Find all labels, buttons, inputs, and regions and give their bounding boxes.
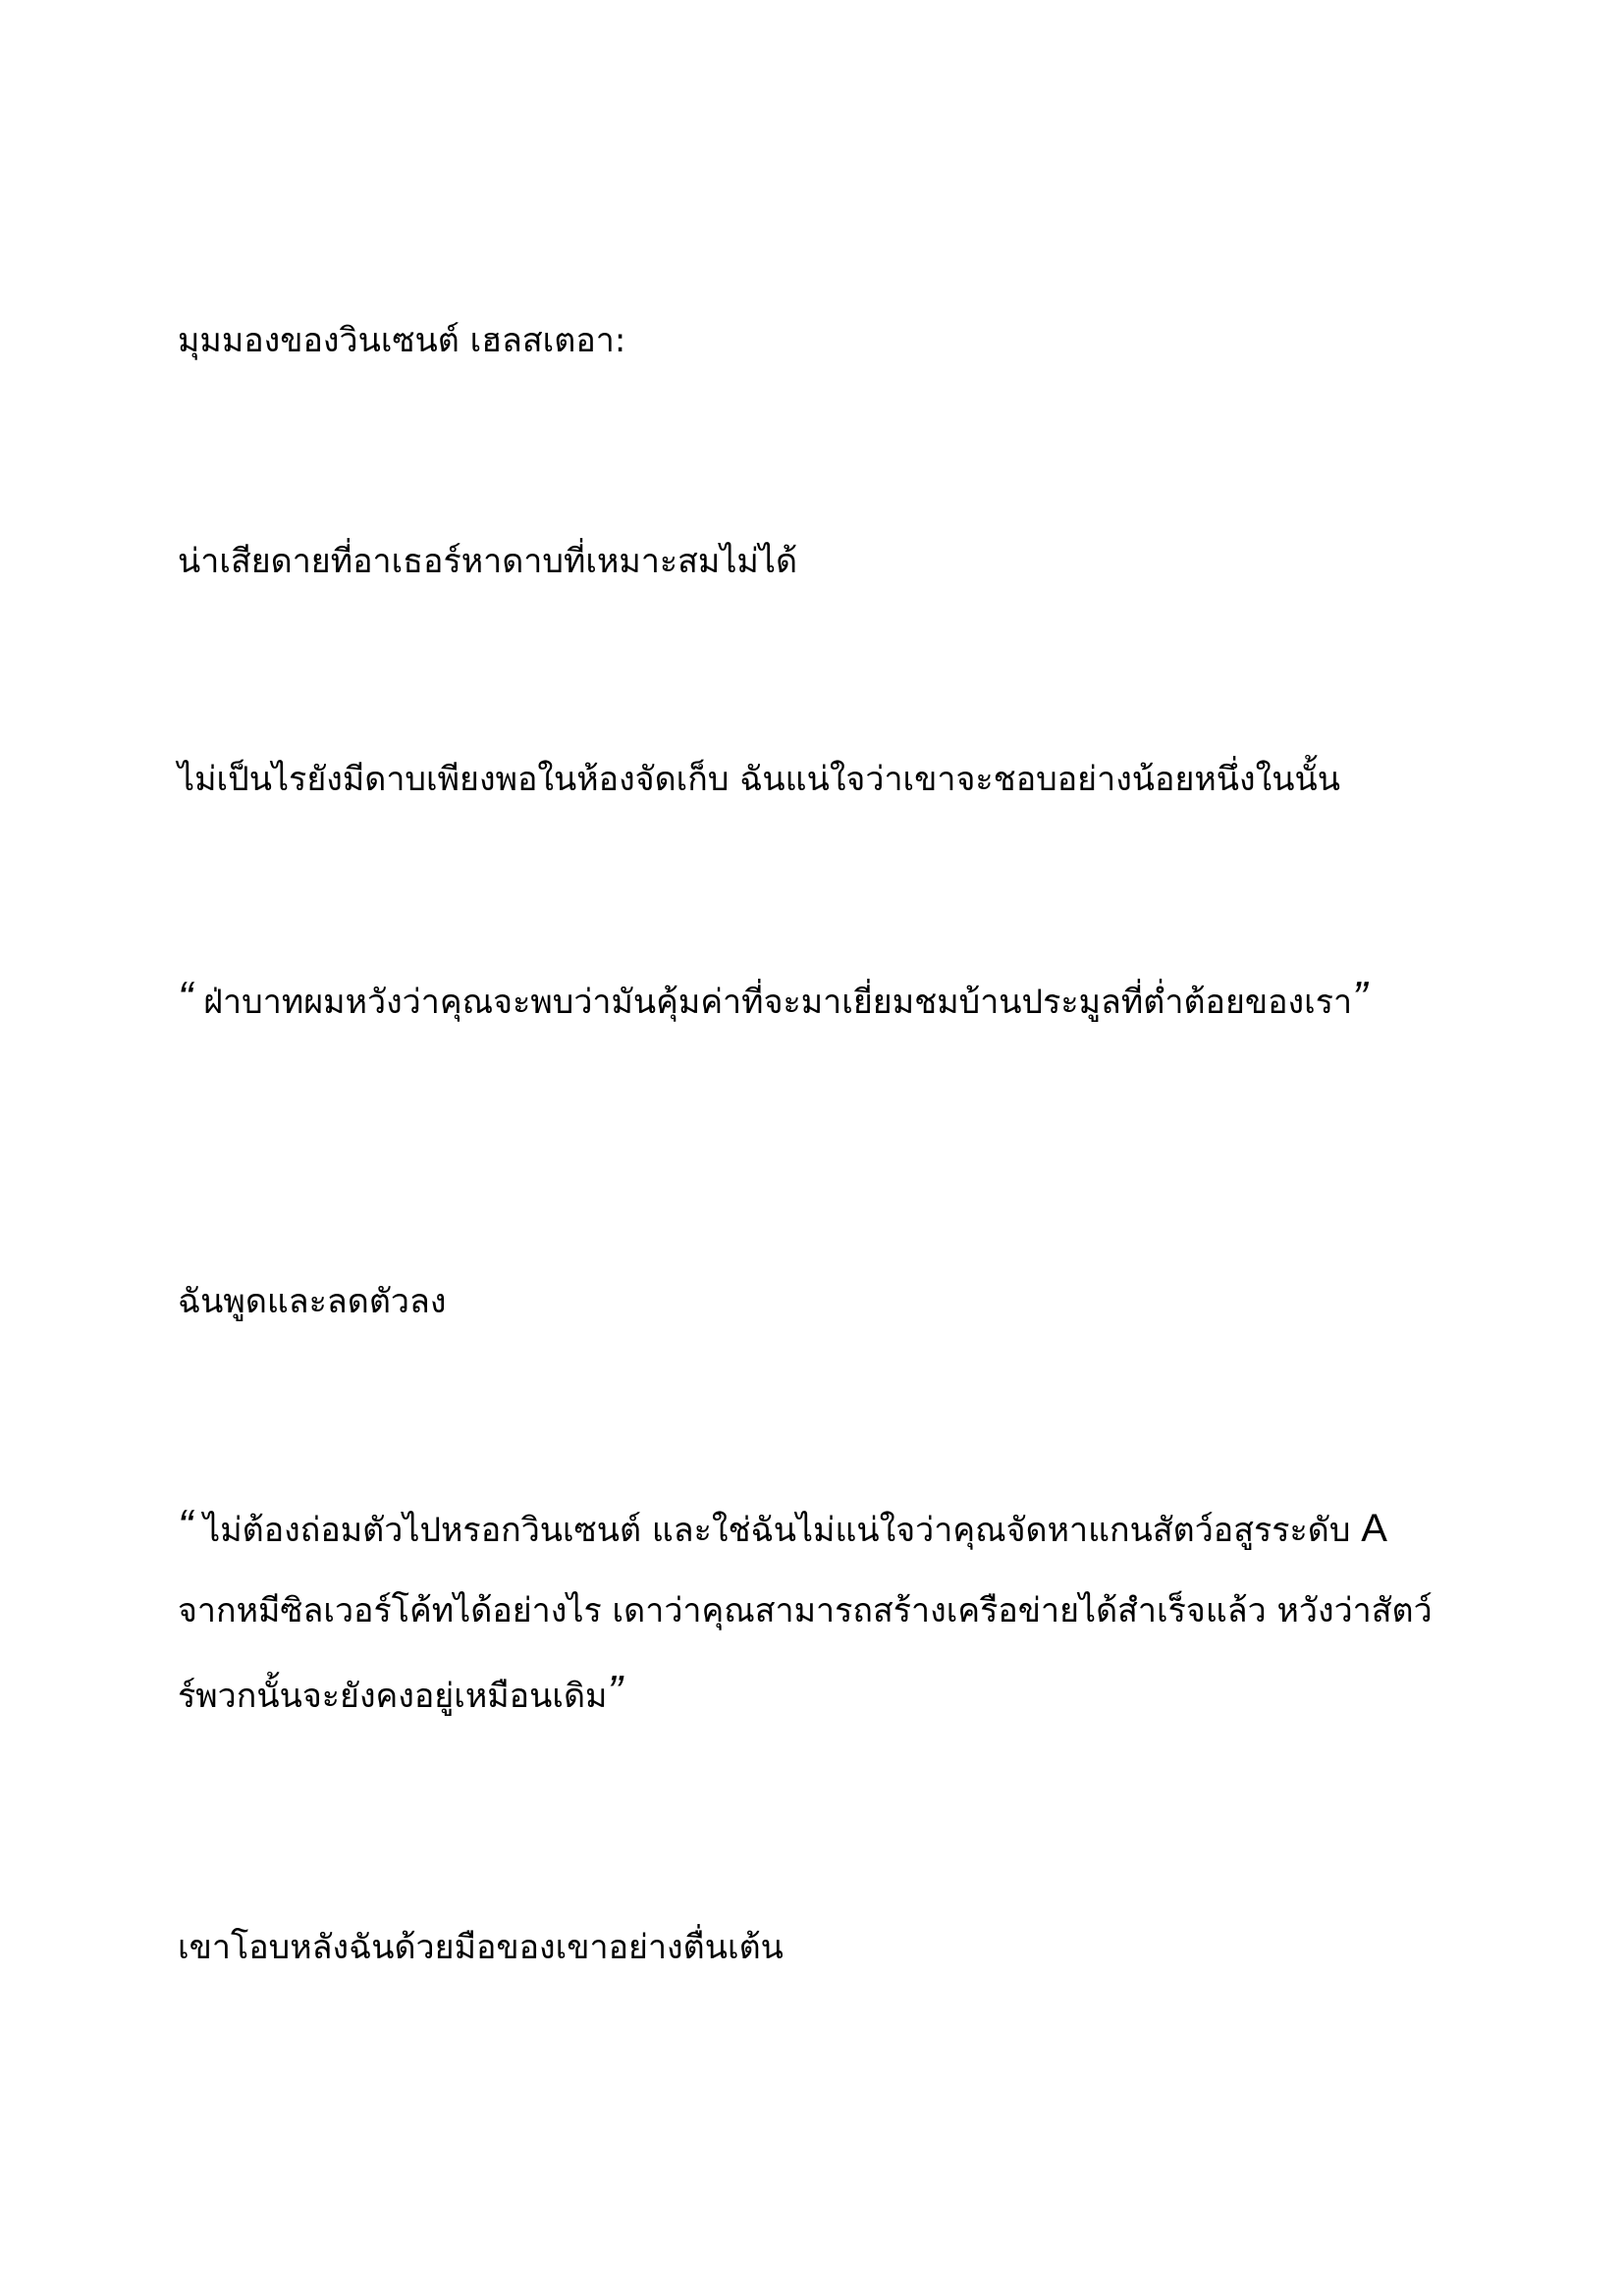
paragraph-text: ไม่เป็นไรยังมีดาบเพียงพอในห้องจัดเก็บ ฉันแน่ใจว่าเขาจะชอบอย่างน้อยหนึ่งในนั้น xyxy=(178,760,1340,799)
paragraph-text: น่าเสียดายที่อาเธอร์หาดาบที่เหมาะสมไม่ได้ xyxy=(178,542,798,581)
narration-paragraph xyxy=(178,1261,1444,1342)
close-quote: ” xyxy=(1352,972,1368,1023)
narration-paragraph xyxy=(178,521,1444,602)
narration-paragraph xyxy=(178,1907,1444,1988)
dialogue-text: จากหมีซิลเวอร์โค้ทได้อย่างไร เดาว่าคุณสามารถสร้างเครือข่ายได้สำเร็จแล้ว หวังว่าสัตว์ร์พวกนั้นจะยังคงอยู่เหมือนเดิม xyxy=(178,1591,1433,1716)
paragraph-text: เขาโอบหลังฉันด้วยมือของเขาอย่างตื่นเต้น xyxy=(178,1928,784,1967)
paragraph-text: ฉันพูดและลดตัวลง xyxy=(178,1282,447,1321)
grade-letter: A xyxy=(1361,1507,1387,1550)
dialogue-paragraph xyxy=(178,957,1444,1042)
narration-heading xyxy=(178,300,1444,381)
open-quote: “ xyxy=(178,972,193,1023)
close-quote: ” xyxy=(607,1666,623,1717)
open-quote: “ xyxy=(178,1500,193,1551)
dialogue-text: ฝ่าบาทผมหวังว่าคุณจะพบว่ามันคุ้มค่าที่จะมาเยี่ยมชมบ้านประมูลที่ต่ำต้อยของเรา xyxy=(192,983,1353,1022)
paragraph-text: มุมมองของวินเซนต์ เฮลสเตอา: xyxy=(178,321,626,360)
narration-paragraph xyxy=(178,739,1444,820)
dialogue-paragraph xyxy=(178,1485,1444,1736)
dialogue-text: ไม่ต้องถ่อมตัวไปหรอกวินเซนต์ และใช่ฉันไม่แน่ใจว่าคุณจัดหาแกนสัตว์อสูรระดับ xyxy=(192,1511,1362,1550)
